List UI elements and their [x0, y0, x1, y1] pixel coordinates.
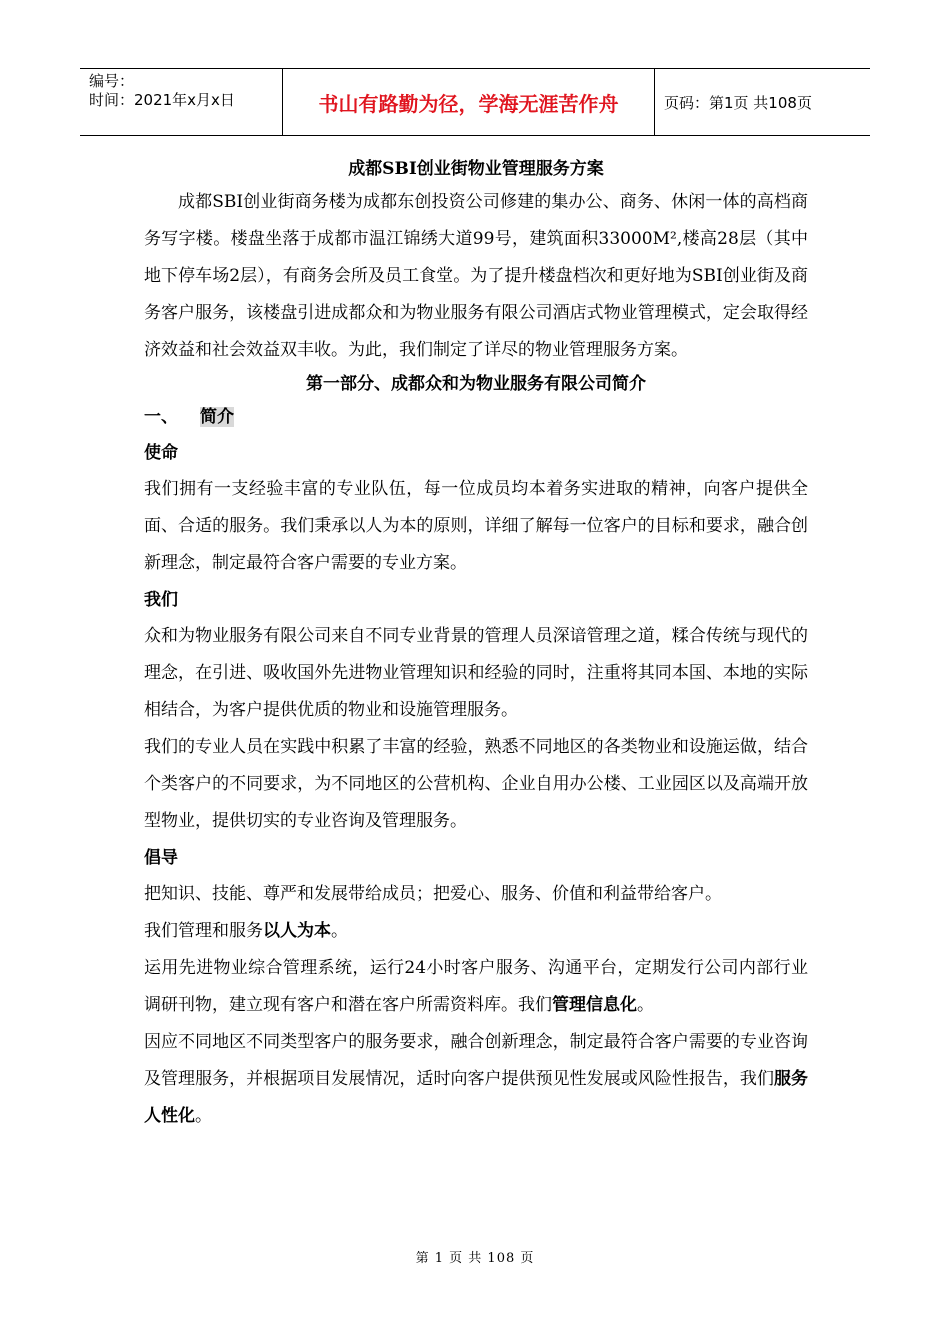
section1-number: 一、 — [144, 407, 178, 427]
advocate-3-post: 。 — [637, 995, 654, 1015]
document-title: 成都SBI创业街物业管理服务方案 — [348, 159, 604, 179]
advocate-paragraph-3 — [144, 950, 808, 1024]
advocate-paragraph-1: 把知识、技能、尊严和发展带给成员；把爱心、服务、价值和利益带给客户。 — [144, 884, 722, 904]
page-header — [80, 68, 870, 136]
advocate-2-pre: 我们管理和服务 — [144, 921, 263, 941]
header-number: 编号： — [89, 72, 135, 90]
advocate-paragraph-4 — [144, 1024, 808, 1135]
advocate-2-post: 。 — [331, 921, 348, 941]
document-body — [144, 150, 808, 1135]
advocate-3-pre: 运用先进物业综合管理系统，运行24小时客户服务、沟通平台，定期发行公司内部行业调研刊物，建立现有客户和潜在客户所需资料库。我们 — [144, 958, 808, 1015]
mission-heading: 使命 — [144, 443, 178, 463]
intro-paragraph: 成都SBI创业街商务楼为成都东创投资公司修建的集办公、商务、休闲一体的高档商务写字楼。楼盘坐落于成都市温江锦绣大道99号，建筑面积33000M²,楼高28层（其中地下停车场2层），有商务会所及员工食堂。为了提升楼盘档次和更好地为SBI创业街及商务客户服务，该楼盘引进成都众和为物业服务有限公司酒店式物业管理模式，定会取得经济效益和社会效益双丰收。为此，我们制定了详尽的物业管理服务方案。 — [144, 192, 808, 360]
we-paragraph-1: 众和为物业服务有限公司来自不同专业背景的管理人员深谙管理之道，糅合传统与现代的理念，在引进、吸收国外先进物业管理知识和经验的同时，注重将其同本国、本地的实际相结合，为客户提供优质的物业和设施管理服务。 — [144, 626, 808, 720]
we-heading: 我们 — [144, 590, 178, 610]
advocate-heading: 倡导 — [144, 848, 178, 868]
advocate-4-bold: 服务人性化 — [144, 1069, 809, 1126]
advocate-4-pre: 因应不同地区不同类型客户的服务要求，融合创新理念，制定最符合客户需要的专业咨询及管理服务，并根据项目发展情况，适时向客户提供预见性发展或风险性报告，我们 — [144, 1032, 808, 1089]
advocate-2-bold: 以人为本 — [263, 921, 331, 941]
advocate-paragraph-2 — [144, 913, 808, 950]
header-motto: 书山有路勤为径，学海无涯苦作舟 — [282, 69, 655, 135]
section1-heading — [144, 399, 808, 435]
page-footer: 第 1 页 共 108 页 — [415, 1251, 535, 1266]
we-paragraph-2: 我们的专业人员在实践中积累了丰富的经验，熟悉不同地区的各类物业和设施运做，结合个类客户的不同要求，为不同地区的公营机构、企业自用办公楼、工业园区以及高端开放型物业，提供切实的专业咨询及管理服务。 — [144, 737, 808, 831]
mission-paragraph: 我们拥有一支经验丰富的专业队伍，每一位成员均本着务实进取的精神，向客户提供全面、合适的服务。我们秉承以人为本的原则，详细了解每一位客户的目标和要求，融合创新理念，制定最符合客户需要的专业方案。 — [144, 479, 808, 573]
advocate-4-post: 。 — [195, 1106, 212, 1126]
header-page-info: 页码：第1页 共108页 — [664, 93, 812, 112]
advocate-3-bold: 管理信息化 — [552, 995, 637, 1015]
header-meta — [80, 69, 282, 135]
header-time: 时间：2021年x月x日 — [89, 91, 235, 109]
section1-title: 简介 — [200, 407, 234, 427]
part1-title: 第一部分、成都众和为物业服务有限公司简介 — [306, 374, 646, 394]
